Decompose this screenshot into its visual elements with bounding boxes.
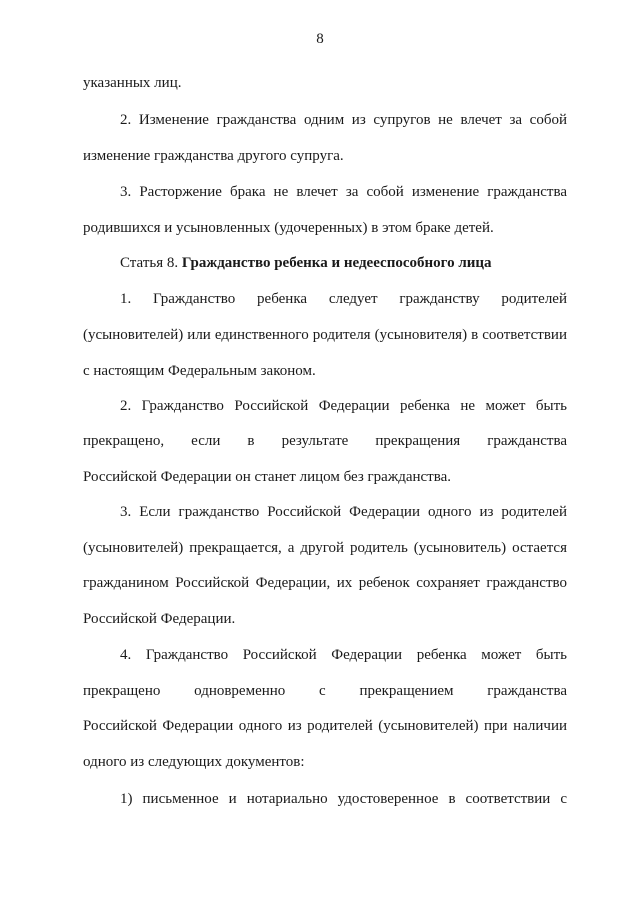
text-line: 3. Расторжение брака не влечет за собой изменение гражданства bbox=[120, 184, 567, 200]
text-line: (усыновителей) или единственного родителя (усыновителя) в соответствии bbox=[83, 327, 567, 343]
text-line: 2. Гражданство Российской Федерации ребенка не может быть bbox=[120, 398, 567, 414]
text-line: гражданином Российской Федерации, их ребенок сохраняет гражданство bbox=[83, 575, 567, 591]
article-heading bbox=[120, 253, 567, 273]
text-line: 3. Если гражданство Российской Федерации одного из родителей bbox=[120, 504, 567, 520]
text-line: Российской Федерации. bbox=[83, 611, 236, 627]
text-line: 1) письменное и нотариально удостоверенное в соответствии с bbox=[120, 791, 567, 807]
text-line: прекращено, если в результате прекращения гражданства bbox=[83, 433, 567, 449]
text-line: 1. Гражданство ребенка следует гражданству родителей bbox=[120, 291, 567, 307]
text-line: прекращено одновременно с прекращением гражданства bbox=[83, 683, 567, 699]
article-label: Статья 8. bbox=[120, 255, 179, 271]
text-line: (усыновителей) прекращается, а другой родитель (усыновитель) остается bbox=[83, 540, 567, 556]
text-line: 2. Изменение гражданства одним из супругов не влечет за собой bbox=[120, 112, 567, 128]
text-line: с настоящим Федеральным законом. bbox=[83, 363, 316, 379]
text-line: Российской Федерации одного из родителей (усыновителей) при наличии bbox=[83, 718, 567, 734]
text-line: изменение гражданства другого супруга. bbox=[83, 148, 344, 164]
article-title: Гражданство ребенка и недееспособного лица bbox=[181, 255, 492, 271]
text-line: родившихся и усыновленных (удочеренных) в этом браке детей. bbox=[83, 220, 494, 236]
text-line: Российской Федерации он станет лицом без гражданства. bbox=[83, 469, 452, 485]
text-line: указанных лиц. bbox=[83, 75, 182, 91]
text-line: одного из следующих документов: bbox=[83, 754, 305, 770]
page-number: 8 bbox=[316, 31, 324, 47]
text-line: 4. Гражданство Российской Федерации ребенка может быть bbox=[120, 647, 567, 663]
